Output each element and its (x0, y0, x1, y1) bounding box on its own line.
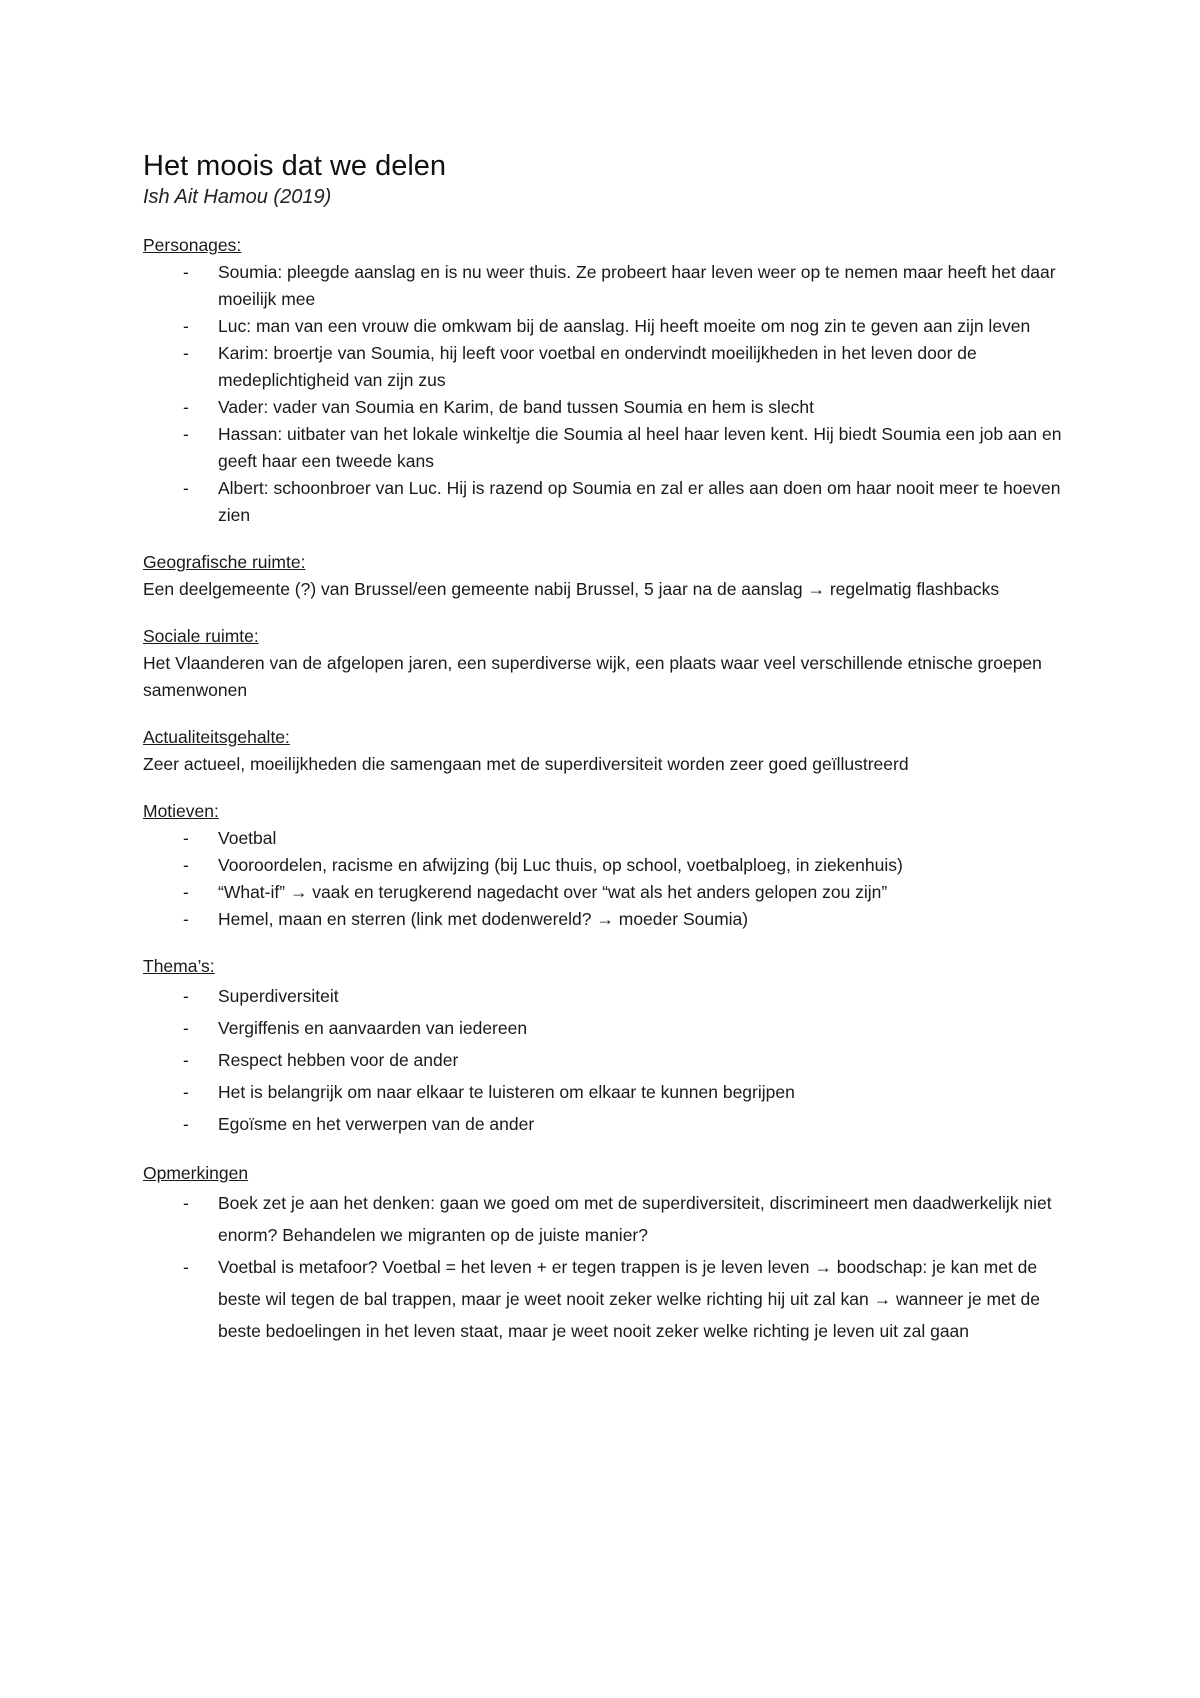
dash-bullet: - (183, 478, 189, 498)
dash-bullet: - (183, 424, 189, 444)
dash-bullet: - (183, 909, 189, 929)
dash-bullet: - (183, 316, 189, 336)
dash-bullet: - (183, 855, 189, 875)
section-text-actualiteitsgehalte: Zeer actueel, moeilijkheden die samengaan met de superdiversiteit worden zeer goed geïllustreerd (143, 754, 909, 774)
list-item: - Boek zet je aan het denken: gaan we goed om met de superdiversiteit, discrimineert men daadwerkelijk niet enorm? Behandelen we migranten op de juiste manier? (143, 1187, 1073, 1251)
list-item: - Voetbal is metafoor? Voetbal = het leven + er tegen trappen is je leven leven → boodschap: je kan met de beste wil tegen de bal trappen, maar je weet nooit zeker welke richting hij uit zal kan → wanneer je met de beste bedoelingen in het leven staat, maar je weet nooit zeker welke richting je leven uit zal gaan (143, 1251, 1073, 1347)
section-geografische-ruimte (143, 549, 1073, 603)
list-item: - Albert: schoonbroer van Luc. Hij is razend op Soumia en zal er alles aan doen om haar nooit meer te hoeven zien (143, 475, 1073, 529)
section-heading-actualiteitsgehalte: Actualiteitsgehalte: (143, 727, 290, 747)
dash-bullet: - (183, 1018, 189, 1038)
list-item: - Luc: man van een vrouw die omkwam bij de aanslag. Hij heeft moeite om nog zin te geven aan zijn leven (143, 313, 1073, 340)
section-heading-personages: Personages: (143, 235, 242, 255)
dash-bullet: - (183, 1082, 189, 1102)
section-opmerkingen (143, 1160, 1073, 1347)
dash-bullet: - (183, 1257, 189, 1277)
dash-bullet: - (183, 882, 189, 902)
list-item: - Hemel, maan en sterren (link met dodenwereld? → moeder Soumia) (143, 906, 1073, 933)
dash-bullet: - (183, 828, 189, 848)
section-heading-geografische-ruimte: Geografische ruimte: (143, 552, 306, 572)
dash-bullet: - (183, 1193, 189, 1213)
document-subtitle: Ish Ait Hamou (2019) (143, 186, 332, 208)
themas-list (143, 980, 1073, 1140)
list-item: - “What-if” → vaak en terugkerend nagedacht over “wat als het anders gelopen zou zijn” (143, 879, 1073, 906)
section-actualiteitsgehalte (143, 724, 1073, 778)
section-personages (143, 232, 1073, 529)
section-text-geografische-ruimte: Een deelgemeente (?) van Brussel/een gemeente nabij Brussel, 5 jaar na de aanslag → regelmatig flashbacks (143, 579, 1000, 599)
personages-list (143, 259, 1073, 529)
list-item: - Vooroordelen, racisme en afwijzing (bij Luc thuis, op school, voetbalploeg, in ziekenhuis) (143, 852, 1073, 879)
section-motieven (143, 798, 1073, 933)
document-page (143, 148, 1073, 1367)
list-item: - Respect hebben voor de ander (143, 1044, 1073, 1076)
list-item: - Superdiversiteit (143, 980, 1073, 1012)
list-item: - Vader: vader van Soumia en Karim, de band tussen Soumia en hem is slecht (143, 394, 1073, 421)
list-item: - Karim: broertje van Soumia, hij leeft voor voetbal en ondervindt moeilijkheden in het leven door de medeplichtigheid van zijn zus (143, 340, 1073, 394)
dash-bullet: - (183, 1114, 189, 1134)
list-item: - Het is belangrijk om naar elkaar te luisteren om elkaar te kunnen begrijpen (143, 1076, 1073, 1108)
list-item: - Voetbal (143, 825, 1073, 852)
dash-bullet: - (183, 397, 189, 417)
dash-bullet: - (183, 262, 189, 282)
section-heading-sociale-ruimte: Sociale ruimte: (143, 626, 259, 646)
opmerkingen-list (143, 1187, 1073, 1347)
list-item: - Vergiffenis en aanvaarden van iedereen (143, 1012, 1073, 1044)
section-heading-motieven: Motieven: (143, 801, 219, 821)
section-heading-themas: Thema’s: (143, 956, 215, 976)
section-text-sociale-ruimte: Het Vlaanderen van de afgelopen jaren, een superdiverse wijk, een plaats waar veel verschillende etnische groepen samenwonen (143, 653, 1042, 700)
list-item: - Hassan: uitbater van het lokale winkeltje die Soumia al heel haar leven kent. Hij biedt Soumia een job aan en geeft haar een tweede kans (143, 421, 1073, 475)
dash-bullet: - (183, 986, 189, 1006)
section-heading-opmerkingen: Opmerkingen (143, 1163, 249, 1183)
motieven-list (143, 825, 1073, 933)
section-themas (143, 953, 1073, 1140)
list-item: - Soumia: pleegde aanslag en is nu weer thuis. Ze probeert haar leven weer op te nemen maar heeft het daar moeilijk mee (143, 259, 1073, 313)
document-title: Het moois dat we delen (143, 150, 447, 182)
list-item: - Egoïsme en het verwerpen van de ander (143, 1108, 1073, 1140)
dash-bullet: - (183, 1050, 189, 1070)
section-sociale-ruimte (143, 623, 1073, 704)
dash-bullet: - (183, 343, 189, 363)
